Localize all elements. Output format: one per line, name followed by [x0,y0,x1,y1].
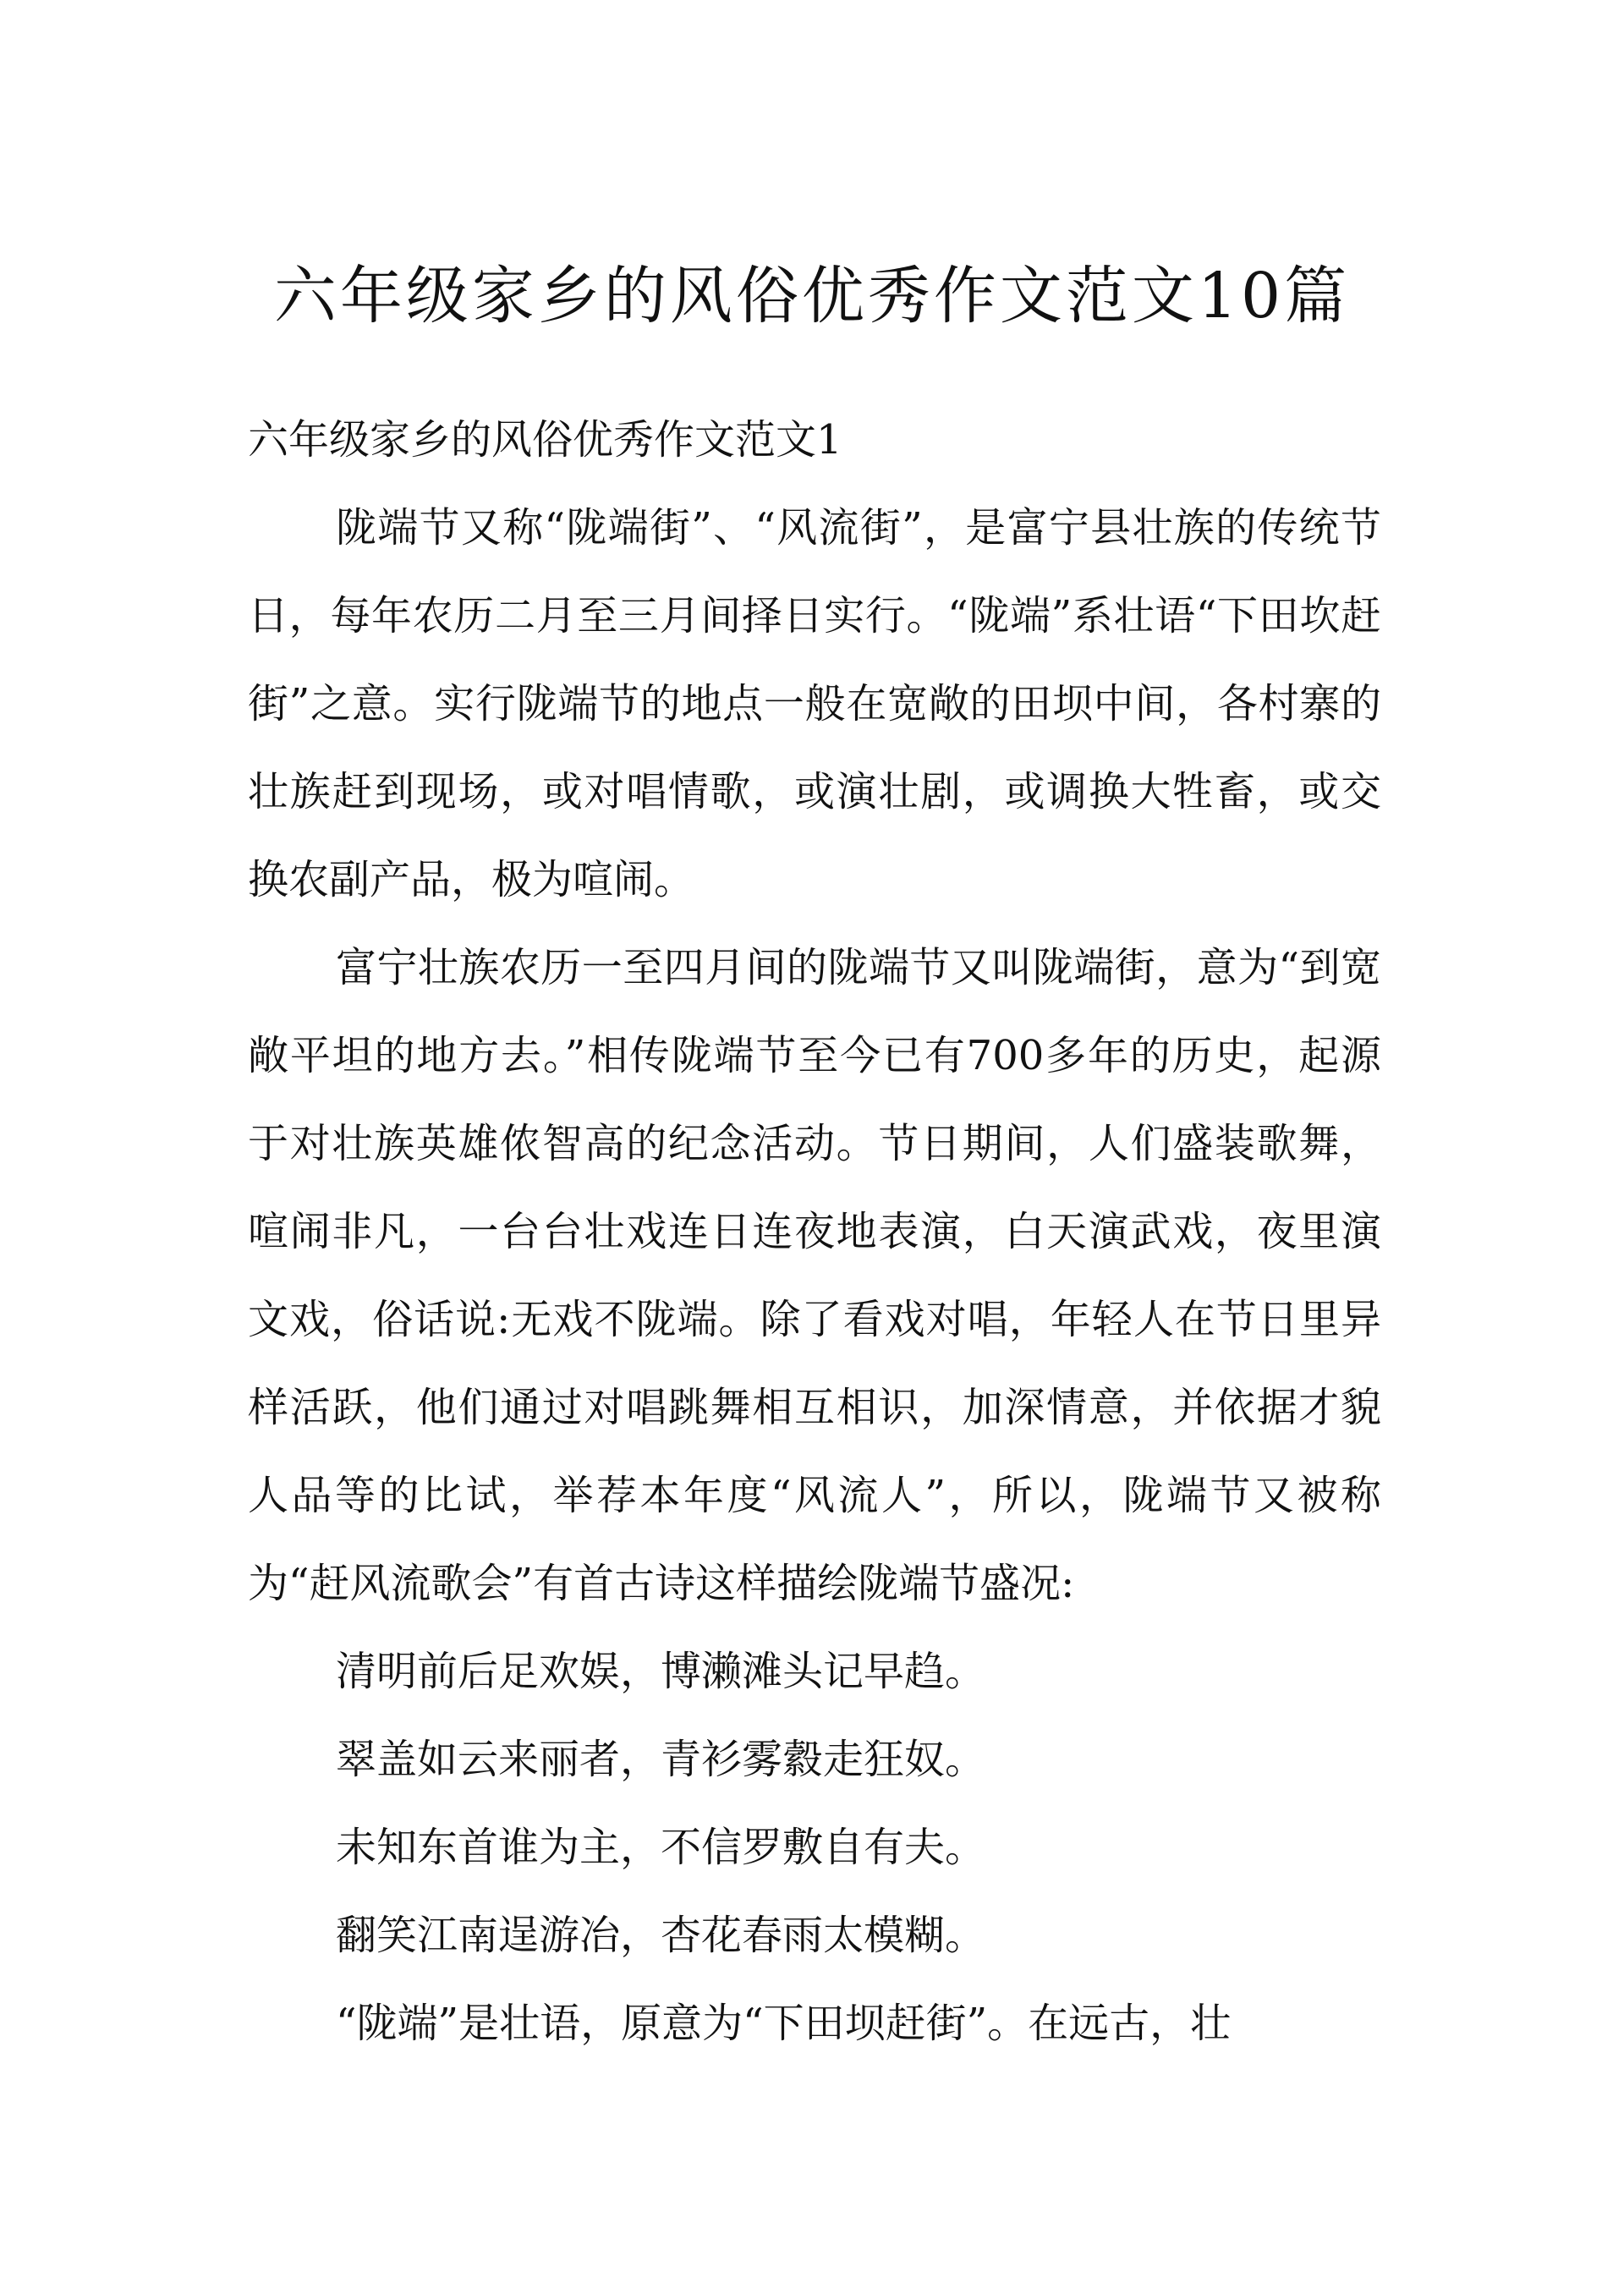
document-title: 六年级家乡的风俗优秀作文范文10篇 [273,260,1351,332]
document-body [248,396,1381,2067]
paragraph-1: 陇端节又称“陇端街”、“风流街”，是富宁县壮族的传统节日，每年农历二月至三月间择日实行。“陇端”系壮语“下田坎赶街”之意。实行陇端节的地点一般在宽敞的田坝中间，各村寨的壮族赶到现场，或对唱情歌，或演壮剧，或调换大牲畜，或交换农副产品，极为喧闹。 [248,504,1381,903]
section-heading: 六年级家乡的风俗优秀作文范文1 [248,416,842,464]
poem-line-1: 清明前后足欢娱，博濑滩头记早趋。 [336,1648,986,1695]
poem-line-3: 未知东首谁为主，不信罗敷自有夫。 [336,1824,986,1871]
poem-line-2: 翠盖如云来丽者，青衫雾縠走狂奴。 [336,1736,986,1783]
paragraph-2: 富宁壮族农历一至四月间的陇端节又叫陇端街，意为“到宽敞平坦的地方去。”相传陇端节至今已有700多年的历史，起源于对壮族英雄侬智高的纪念活动。节日期间，人们盛装歌舞，喧闹非凡，一台台壮戏连日连夜地表演，白天演武戏，夜里演文戏，俗话说:无戏不陇端。除了看戏对唱，年轻人在节日里异样活跃，他们通过对唱跳舞相互相识，加深情意，并依据才貌人品等的比试，举荐本年度“风流人”，所以，陇端节又被称为“赶风流歌会”有首古诗这样描绘陇端节盛况: [248,944,1381,1607]
paragraph-3: “陇端”是壮语，原意为“下田坝赶街”。在远古，壮 [336,2000,1232,2047]
poem-line-4: 翻笑江南逞游冶，杏花春雨太模糊。 [336,1912,986,1959]
